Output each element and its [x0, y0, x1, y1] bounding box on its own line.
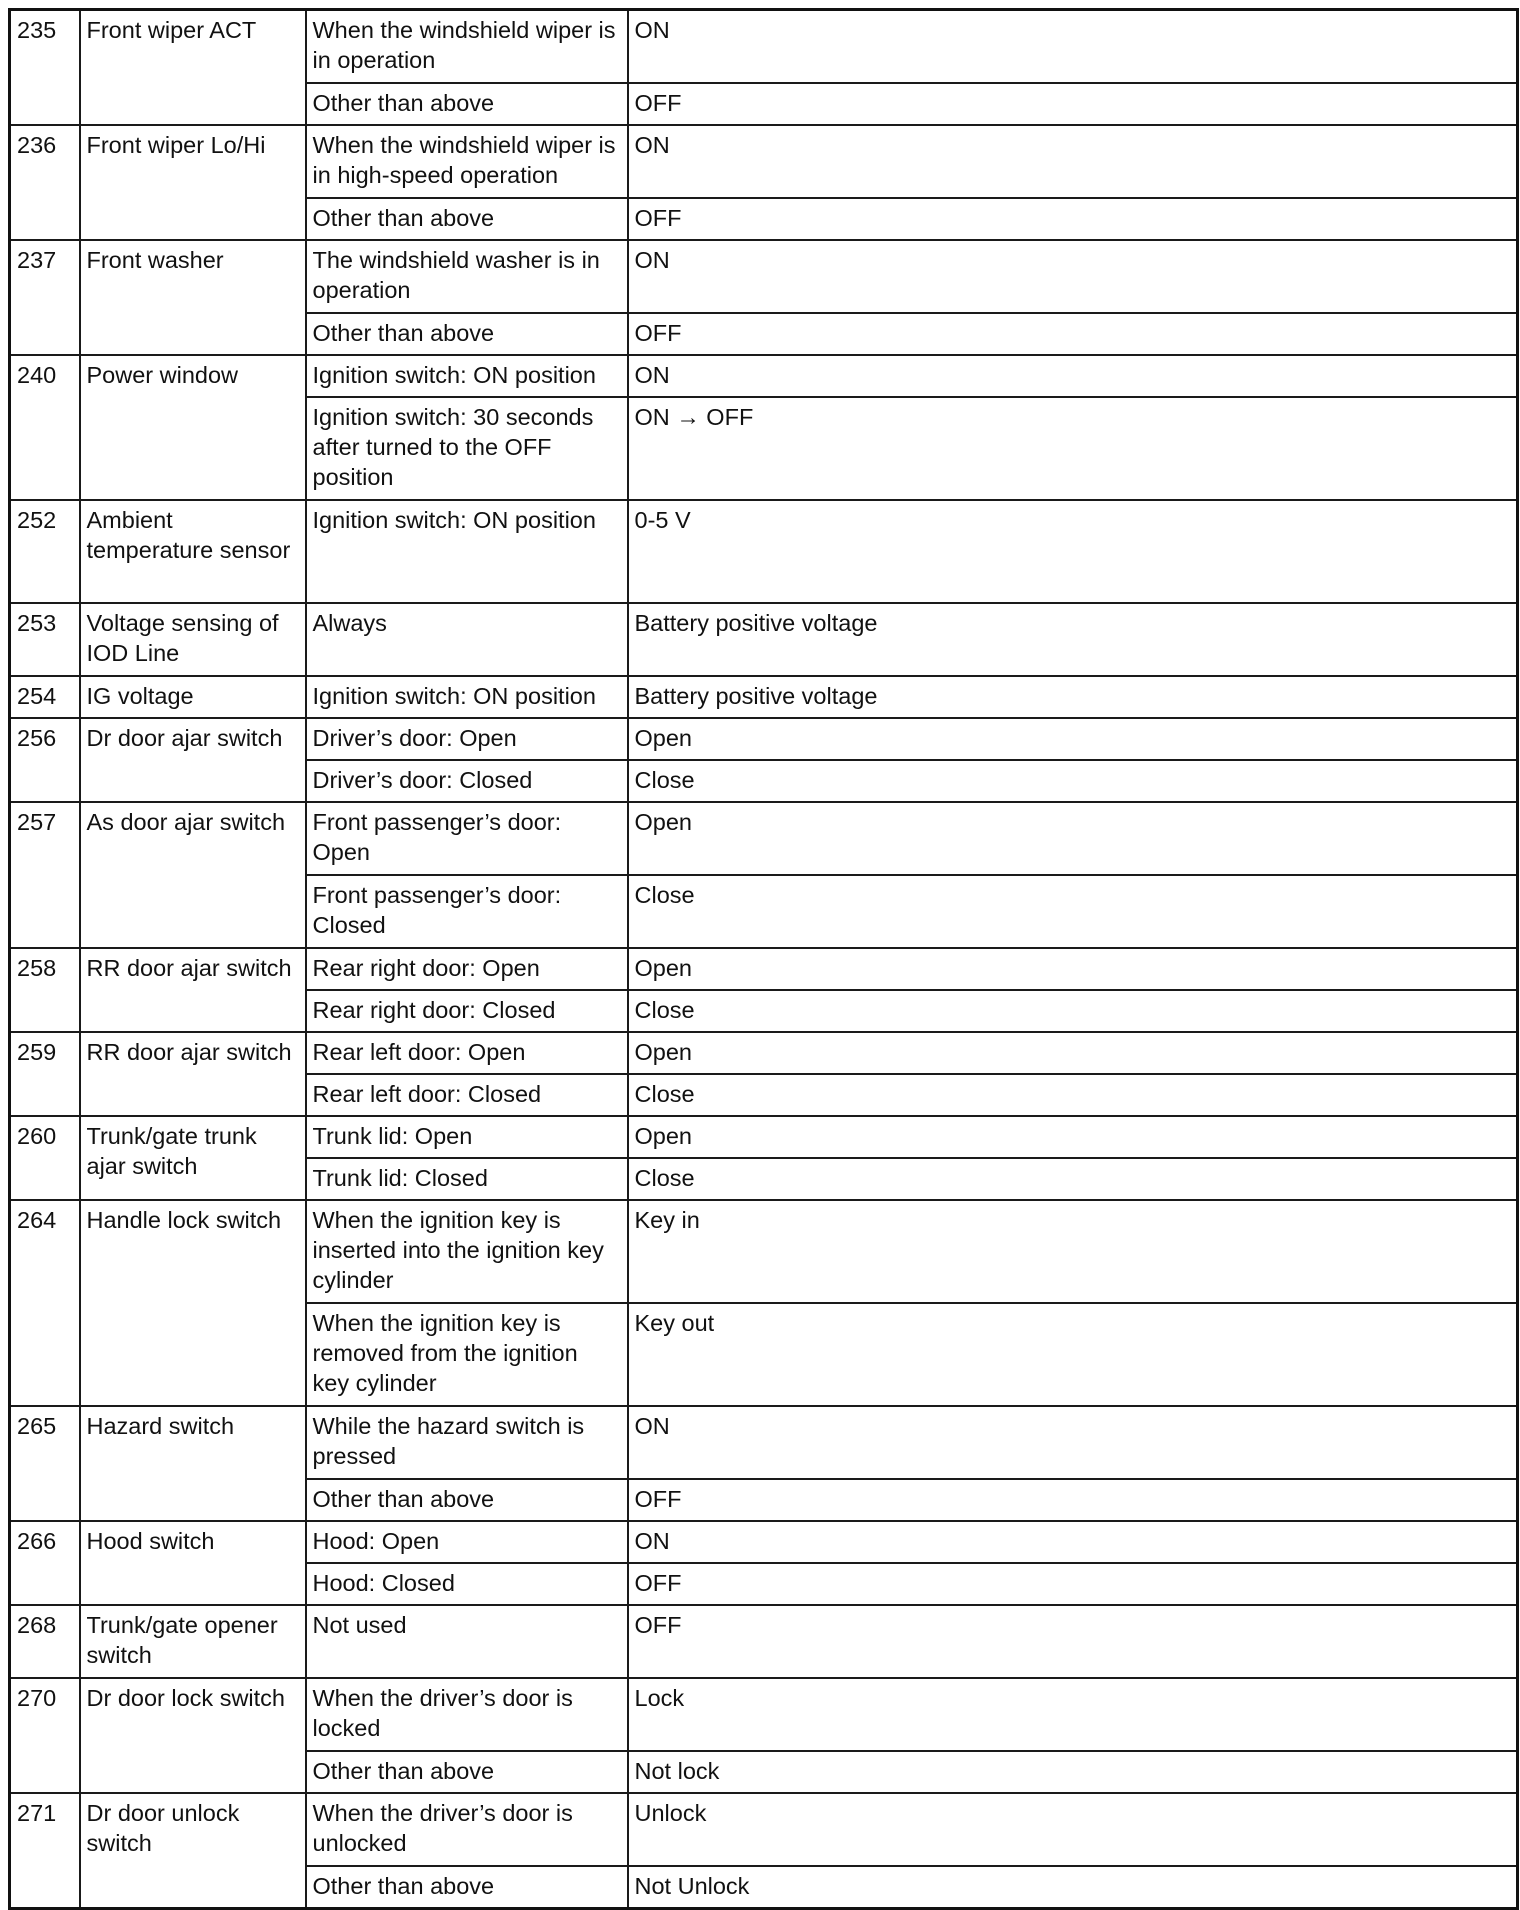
value: Battery positive voltage	[628, 676, 1518, 718]
value: OFF	[628, 83, 1518, 125]
condition: Rear right door: Closed	[306, 990, 628, 1032]
monitor-item: Dr door ajar switch	[80, 718, 306, 802]
condition: When the windshield wiper is in high-speed operation	[306, 125, 628, 198]
table-row	[10, 10, 1518, 83]
monitor-item: Dr door lock switch	[80, 1678, 306, 1793]
condition: Rear right door: Open	[306, 948, 628, 990]
table-row	[10, 125, 1518, 198]
terminal-number: 265	[10, 1406, 80, 1521]
monitor-item: Ambient temperature sensor	[80, 500, 306, 603]
condition: When the ignition key is removed from the ignition key cylinder	[306, 1303, 628, 1406]
value: Close	[628, 760, 1518, 802]
table-row	[10, 1678, 1518, 1751]
value: Open	[628, 1116, 1518, 1158]
monitor-item: As door ajar switch	[80, 802, 306, 948]
terminal-number: 260	[10, 1116, 80, 1200]
value: Not Unlock	[628, 1866, 1518, 1909]
terminal-table	[8, 8, 1519, 1910]
monitor-item: Voltage sensing of IOD Line	[80, 603, 306, 676]
condition: Hood: Closed	[306, 1563, 628, 1605]
table-row	[10, 500, 1518, 603]
table-row	[10, 603, 1518, 676]
value: Close	[628, 1158, 1518, 1200]
condition: Ignition switch: 30 seconds after turned to the OFF position	[306, 397, 628, 500]
monitor-item: RR door ajar switch	[80, 1032, 306, 1116]
value: Open	[628, 802, 1518, 875]
value: Close	[628, 1074, 1518, 1116]
monitor-item: Hazard switch	[80, 1406, 306, 1521]
table-row	[10, 1605, 1518, 1678]
value: Key in	[628, 1200, 1518, 1303]
condition: Driver’s door: Open	[306, 718, 628, 760]
value: Open	[628, 948, 1518, 990]
condition: When the driver’s door is unlocked	[306, 1793, 628, 1866]
monitor-item: Front wiper Lo/Hi	[80, 125, 306, 240]
condition: The windshield washer is in operation	[306, 240, 628, 313]
terminal-number: 264	[10, 1200, 80, 1406]
condition: Trunk lid: Closed	[306, 1158, 628, 1200]
condition: While the hazard switch is pressed	[306, 1406, 628, 1479]
value: OFF	[628, 1479, 1518, 1521]
terminal-number: 254	[10, 676, 80, 718]
terminal-number: 271	[10, 1793, 80, 1909]
value: OFF	[628, 1605, 1518, 1678]
table-row	[10, 676, 1518, 718]
table-row	[10, 355, 1518, 397]
terminal-number: 256	[10, 718, 80, 802]
condition: Rear left door: Open	[306, 1032, 628, 1074]
monitor-item: Dr door unlock switch	[80, 1793, 306, 1909]
condition: Front passenger’s door: Open	[306, 802, 628, 875]
value: OFF	[628, 198, 1518, 240]
value: Not lock	[628, 1751, 1518, 1793]
value: OFF	[628, 313, 1518, 355]
monitor-item: Trunk/gate opener switch	[80, 1605, 306, 1678]
value: Lock	[628, 1678, 1518, 1751]
value: ON → OFF	[628, 397, 1518, 500]
value: Open	[628, 718, 1518, 760]
terminal-number: 236	[10, 125, 80, 240]
monitor-item: Power window	[80, 355, 306, 500]
value: Close	[628, 875, 1518, 948]
condition: Other than above	[306, 83, 628, 125]
terminal-number: 253	[10, 603, 80, 676]
terminal-number: 259	[10, 1032, 80, 1116]
condition: Ignition switch: ON position	[306, 500, 628, 603]
condition: When the driver’s door is locked	[306, 1678, 628, 1751]
terminal-table-body	[10, 10, 1518, 1909]
terminal-number: 257	[10, 802, 80, 948]
table-row	[10, 240, 1518, 313]
condition: Other than above	[306, 198, 628, 240]
condition: Other than above	[306, 313, 628, 355]
terminal-number: 258	[10, 948, 80, 1032]
value: OFF	[628, 1563, 1518, 1605]
condition: Ignition switch: ON position	[306, 676, 628, 718]
monitor-item: IG voltage	[80, 676, 306, 718]
table-row	[10, 1116, 1518, 1158]
value: ON	[628, 10, 1518, 83]
monitor-item: Trunk/gate trunk ajar switch	[80, 1116, 306, 1200]
condition: Other than above	[306, 1866, 628, 1909]
condition: Always	[306, 603, 628, 676]
condition: Hood: Open	[306, 1521, 628, 1563]
condition: Not used	[306, 1605, 628, 1678]
value: ON	[628, 355, 1518, 397]
value: ON	[628, 1521, 1518, 1563]
value: Close	[628, 990, 1518, 1032]
condition: Driver’s door: Closed	[306, 760, 628, 802]
value: Battery positive voltage	[628, 603, 1518, 676]
terminal-number: 270	[10, 1678, 80, 1793]
condition: Other than above	[306, 1479, 628, 1521]
value: ON	[628, 125, 1518, 198]
terminal-table-container	[8, 8, 1516, 1910]
value: 0-5 V	[628, 500, 1518, 603]
table-row	[10, 1200, 1518, 1303]
terminal-number: 235	[10, 10, 80, 125]
table-row	[10, 802, 1518, 875]
condition: Rear left door: Closed	[306, 1074, 628, 1116]
table-row	[10, 1406, 1518, 1479]
condition: Front passenger’s door: Closed	[306, 875, 628, 948]
condition: Ignition switch: ON position	[306, 355, 628, 397]
value: Unlock	[628, 1793, 1518, 1866]
condition: Trunk lid: Open	[306, 1116, 628, 1158]
table-row	[10, 1032, 1518, 1074]
monitor-item: Hood switch	[80, 1521, 306, 1605]
terminal-number: 252	[10, 500, 80, 603]
table-row	[10, 1521, 1518, 1563]
table-row	[10, 1793, 1518, 1866]
table-row	[10, 718, 1518, 760]
monitor-item: Front wiper ACT	[80, 10, 306, 125]
terminal-number: 237	[10, 240, 80, 355]
value: ON	[628, 240, 1518, 313]
condition: Other than above	[306, 1751, 628, 1793]
terminal-number: 240	[10, 355, 80, 500]
table-row	[10, 948, 1518, 990]
monitor-item: Front washer	[80, 240, 306, 355]
condition: When the windshield wiper is in operation	[306, 10, 628, 83]
terminal-number: 268	[10, 1605, 80, 1678]
value: ON	[628, 1406, 1518, 1479]
monitor-item: Handle lock switch	[80, 1200, 306, 1406]
monitor-item: RR door ajar switch	[80, 948, 306, 1032]
condition: When the ignition key is inserted into the ignition key cylinder	[306, 1200, 628, 1303]
value: Open	[628, 1032, 1518, 1074]
terminal-number: 266	[10, 1521, 80, 1605]
value: Key out	[628, 1303, 1518, 1406]
